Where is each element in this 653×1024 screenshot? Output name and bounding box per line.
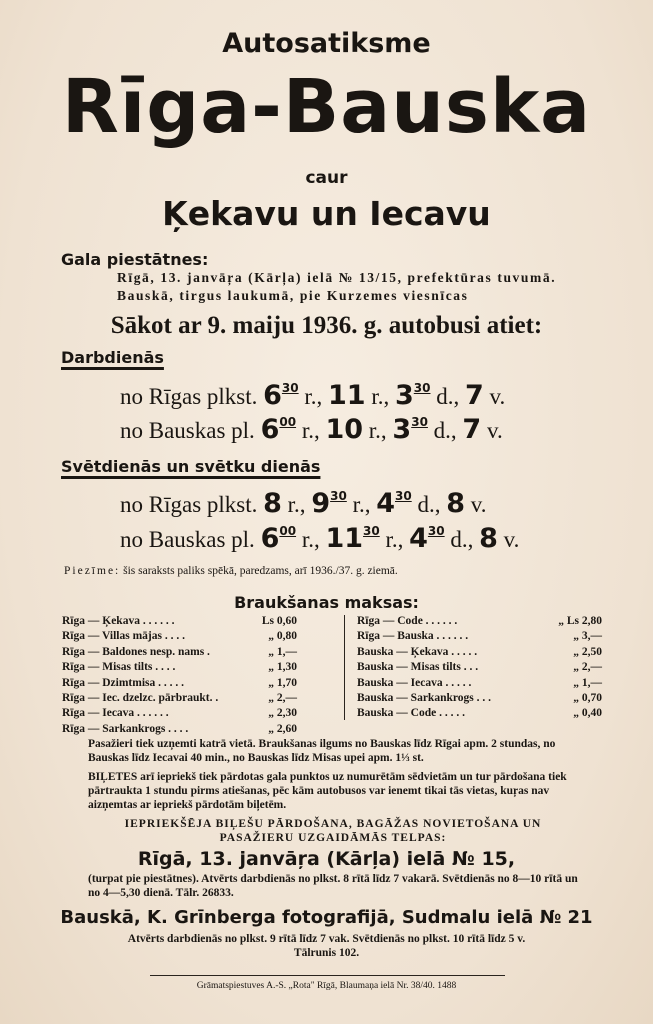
bauska-office-hours: Atvērts darbdienās no plkst. 9 rītā līdz 7 vak. Svētdienās no plkst. 10 rītā līdz 5 v. (127, 933, 526, 945)
fare-row (357, 692, 602, 707)
fare-route: Bauska — Misas tilts . . . (357, 661, 479, 674)
fare-price: Ls 0,60 (261, 615, 297, 627)
time-minutes: 00 (279, 415, 297, 429)
fare-row (62, 692, 297, 707)
fare-route: Rīga — Bauska . . . . . . (357, 630, 469, 643)
row-label: no Rīgas plkst. (120, 384, 258, 409)
time-minutes: 00 (279, 524, 297, 538)
time: 4 (409, 523, 428, 554)
period: r., (296, 418, 326, 443)
time: 3 (394, 380, 414, 411)
period: r., (296, 527, 326, 552)
riga-office-title: Rīgā, 13. janvāŗa (Kārļa) ielā № 15, (137, 848, 516, 870)
fare-route: Rīga — Dzimtmisa . . . . . (62, 676, 185, 689)
offices-heading: IEPRIEKŠĒJA BIĻEŠU PĀRDOŠANA, BAGĀŽAS NOVIETOŠANA UN PASAŽIERU UZGAIDĀMĀS TELPAS: (124, 818, 542, 844)
fare-route: Rīga — Iec. dzelzc. pārbraukt. . (62, 691, 219, 704)
fare-row (62, 630, 297, 645)
fare-price: „ 2,50 (573, 645, 602, 658)
time: 9 (311, 488, 331, 519)
terminals-heading: Gala piestātnes: (61, 250, 209, 269)
time: 6 (260, 414, 280, 445)
fare-row (62, 646, 297, 661)
time: 10 (325, 414, 364, 445)
via-title: Ķekavu un Iecavu (162, 194, 491, 233)
fare-route: Bauska — Iecava . . . . . (357, 676, 472, 689)
sunday-riga-row (120, 488, 487, 519)
time: 8 (479, 523, 498, 554)
time: 11 (328, 380, 366, 411)
period: d., (444, 527, 480, 552)
time: 6 (263, 380, 282, 411)
period: r., (346, 492, 377, 517)
fare-row (357, 630, 602, 645)
period: d., (430, 384, 465, 409)
main-title: Rīga-Bauska (61, 64, 592, 150)
time-minutes: 30 (427, 524, 445, 538)
fare-row (357, 646, 602, 661)
fare-price: „ 2,60 (268, 722, 297, 735)
fare-row (357, 707, 602, 722)
fare-price: „ 3,— (573, 630, 602, 643)
fare-route: Rīga — Misas tilts . . . . (62, 661, 176, 674)
period: d., (427, 418, 463, 443)
bauska-office-phone: Tālrunis 102. (293, 947, 360, 959)
fare-route: Bauska — Code . . . . . (357, 707, 465, 720)
pretitle: Autosatiksme (222, 28, 431, 59)
bauska-office-title: Bauskā, K. Grīnberga fotografijā, Sudmalu ielā № 21 (60, 907, 593, 928)
fare-row (357, 677, 602, 692)
fare-price: „ 0,70 (573, 691, 602, 704)
fare-price: „ 2,30 (268, 707, 297, 720)
fare-route: Rīga — Iecava . . . . . . (62, 707, 169, 720)
fare-route: Rīga — Code . . . . . . (357, 615, 458, 627)
weekdays-heading: Darbdienās (61, 348, 164, 367)
printer-imprint: Grāmatspiestuves A.-S. „Rota" Rīgā, Blaumaņa ielā Nr. 38/40. 1488 (196, 981, 457, 991)
period: r., (379, 527, 410, 552)
fare-price: „ 2,— (268, 691, 297, 704)
fare-price: „ Ls 2,80 (558, 615, 602, 627)
terminal-riga: Rīgā, 13. janvāŗa (Kārļa) ielā № 13/15, prefektūras tuvumā. (117, 270, 557, 285)
period: r., (281, 492, 312, 517)
fare-row (357, 661, 602, 676)
fare-price: „ 2,— (573, 661, 602, 674)
time: 8 (263, 488, 282, 519)
period: r., (298, 384, 329, 409)
row-label: no Bauskas pl. (120, 527, 255, 552)
time-minutes: 30 (395, 489, 412, 503)
period: r., (365, 384, 395, 409)
period: r., (363, 418, 393, 443)
fare-route: Rīga — Ķekava . . . . . . (62, 615, 175, 627)
note-text: šis saraksts paliks spēkā, paredzams, arī 1936./37. g. ziemā. (120, 565, 398, 577)
fare-route: Rīga — Sarkankrogs . . . . (62, 722, 189, 735)
weekday-bauska-row (120, 414, 503, 445)
tickets-info: BIĻETES arī iepriekš tiek pārdotas gala punktos uz numurētām sēdvietām un tur pārdošana tiek pārtraukta 1 stundu pirms atiešanas, pēc kām autobusos var ienemt tikai tās vietas, kuŗas nav aizņemtas ar iepriekš pārdotām biļetēm. (88, 771, 567, 811)
period: d., (411, 492, 447, 517)
terminal-bauska: Bauskā, tirgus laukumā, pie Kurzemes viesnīcas (117, 288, 469, 303)
time: 7 (462, 414, 482, 445)
time: 4 (376, 488, 395, 519)
time-minutes: 30 (363, 524, 380, 538)
fare-route: Bauska — Sarkankrogs . . . (357, 691, 491, 704)
row-label: no Rīgas plkst. (120, 492, 258, 517)
weekday-riga-row (120, 380, 505, 411)
fare-row (62, 677, 297, 692)
fare-price: „ 1,— (268, 645, 297, 658)
period: v. (465, 492, 487, 517)
time-minutes: 30 (413, 381, 431, 395)
period: v. (481, 418, 503, 443)
row-label: no Bauskas pl. (120, 418, 255, 443)
time: 7 (464, 380, 484, 411)
start-date-line: Sākot ar 9. maiju 1936. g. autobusi atiet: (110, 312, 543, 339)
fares-divider (344, 615, 345, 720)
note (64, 565, 398, 577)
fare-route: Rīga — Villas mājas . . . . (62, 630, 185, 643)
time-minutes: 30 (281, 381, 299, 395)
sundays-heading: Svētdienās un svētku dienās (61, 457, 321, 476)
fares-left-column (62, 615, 297, 738)
period: v. (483, 384, 506, 409)
passengers-info: Pasažieri tiek uzņemti katrā vietā. Braukšanas ilgums no Bauskas līdz Rīgai apm. 2 stundas, no Bauskas līdz Iecavai 40 min., no Bauskas līdz Misas upei apm. 1⅓ st. (88, 738, 556, 764)
period: v. (497, 527, 520, 552)
time: 8 (446, 488, 465, 519)
fare-route: Bauska — Ķekava . . . . . (357, 645, 478, 658)
time-minutes: 30 (411, 415, 428, 429)
sunday-bauska-row (120, 523, 519, 554)
fare-price: „ 0,40 (573, 707, 602, 720)
time: 3 (392, 414, 412, 445)
fare-row (62, 615, 297, 630)
fare-row (62, 661, 297, 676)
fare-price: „ 1,70 (268, 676, 297, 689)
fare-row (62, 723, 297, 738)
riga-office-hours: (turpat pie piestātnes). Atvērts darbdienās no plkst. 8 rītā līdz 7 vakarā. Svētdienās no 8—10 rītā un no 4—5,30 dienā. Tālr. 26833. (88, 873, 578, 899)
note-label: Piezīme: (64, 565, 121, 577)
caur-label: caur (305, 168, 348, 188)
fare-row (62, 707, 297, 722)
fare-price: „ 1,30 (268, 661, 297, 674)
fares-heading: Braukšanas maksas: (234, 593, 419, 612)
fares-right-column (357, 615, 602, 723)
time: 6 (260, 523, 280, 554)
fare-price: „ 0,80 (268, 630, 297, 643)
fare-route: Rīga — Baldones nesp. nams . (62, 645, 210, 658)
time-minutes: 30 (330, 489, 347, 503)
time: 11 (325, 523, 364, 554)
fare-price: „ 1,— (573, 676, 602, 689)
fare-row (357, 615, 602, 630)
footer-rule (150, 975, 505, 976)
